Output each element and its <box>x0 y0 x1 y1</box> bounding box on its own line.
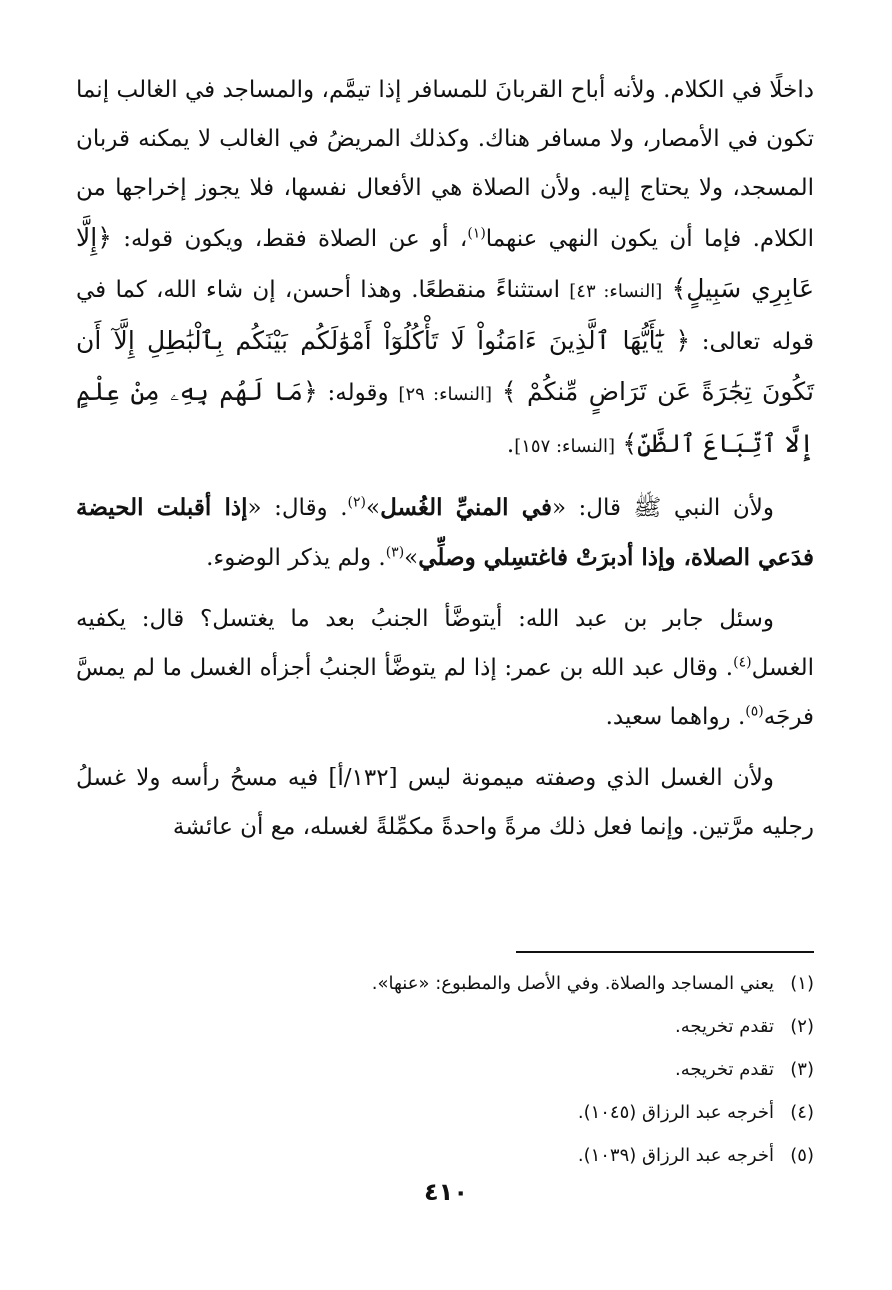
paragraph-text: . وقال: « <box>247 495 348 521</box>
quran-verse: ﴿ يَٰٓأَيُّهَا ٱلَّذِينَ ءَامَنُواْ لَا تَأْكُلُوٓاْ أَمْوَٰلَكُم بَيْنَكُم بِٱلْبَٰطِلِ إِلَّآ أَن تَكُونَ تِجَٰرَةً عَن تَرَاضٍ مِّنكُمْ ﴾ <box>76 326 814 406</box>
footnote-1 <box>76 962 814 1005</box>
quran-reference: [النساء: ١٥٧] <box>514 436 615 457</box>
paragraph-text: . <box>506 432 515 458</box>
footnote-number: (٤) <box>790 1102 814 1123</box>
paragraph-4 <box>76 754 814 852</box>
footnote-ref-2[interactable]: (٢) <box>347 494 366 511</box>
footnote-ref-4[interactable]: (٤) <box>733 654 752 671</box>
footnote-number: (٢) <box>790 1016 814 1037</box>
quran-verse: ﴿إِلَّا عَابِرِي سَبِيلٍ﴾ <box>76 223 815 303</box>
main-text <box>76 66 814 852</box>
footnote-number: (٣) <box>790 1059 814 1080</box>
footnotes <box>76 962 814 1177</box>
quran-reference: [النساء: ٤٣] <box>569 281 663 302</box>
quran-verse: ﴿مَا لَهُم بِهِۦ مِنْ عِلْمٍ إِلَّا ٱتِّبَاعَ ٱلظَّنِّ﴾ <box>76 377 814 458</box>
footnote-3 <box>76 1048 814 1091</box>
footnote-ref-1[interactable]: (١) <box>467 225 486 242</box>
footnote-text: أخرجه عبد الرزاق (١٠٣٩). <box>577 1145 774 1166</box>
paragraph-text: ولأن الغسل الذي وصفته ميمونة ليس [١٣٢/أ] فيه مسحُ رأسه ولا غسلُ رجليه مرَّتين. وإنما فعل ذلك مرةً واحدةً مكمِّلةً لغسله، مع أن عائشة <box>76 765 814 840</box>
footnote-number: (١) <box>790 973 814 994</box>
quran-reference: [النساء: ٢٩] <box>398 384 493 405</box>
hadith-text: في المنيِّ الغُسل <box>380 494 552 521</box>
paragraph-text: استثناءً منقطعًا. وهذا أحسن، إن شاء الله، كما في قوله تعالى: <box>76 277 814 355</box>
paragraph-text: ولأن النبي ﷺ قال: « <box>551 495 774 521</box>
hadith-text: إذا أقبلت الحيضة فدَعي الصلاة، وإذا أدبرَتْ فاغتسِلي وصلِّي <box>76 494 814 571</box>
paragraph-text: » <box>365 495 381 521</box>
footnote-text: أخرجه عبد الرزاق (١٠٤٥). <box>577 1102 774 1123</box>
paragraph-3 <box>76 595 814 742</box>
footnote-text: يعني المساجد والصلاة. وفي الأصل والمطبوع: «عنها». <box>371 973 774 994</box>
footnote-text: تقدم تخريجه. <box>675 1059 774 1080</box>
page-number: ٤١٠ <box>424 1178 468 1206</box>
paragraph-1 <box>76 66 814 471</box>
footnote-ref-3[interactable]: (٣) <box>385 544 405 561</box>
footnote-5 <box>76 1134 814 1177</box>
paragraph-text: داخلًا في الكلام. ولأنه أباح القربانَ للمسافر إذا تيمَّم، والمساجد في الغالب إنما تكون في الأمصار، ولا مسافر هناك. وكذلك المريضُ في الغالب لا يمكنه قربان المسجد، ولا يحتاج إليه. ولأن الصلاة هي الأفعال نفسها، فلا يجوز إخراجها من الكلام. فإما أن يكون النهي عنهما <box>76 77 814 252</box>
paragraph-2 <box>76 483 814 583</box>
footnote-2 <box>76 1005 814 1048</box>
paragraph-text: وقوله: <box>317 380 399 406</box>
paragraph-text: ، أو عن الصلاة فقط، ويكون قوله: <box>111 226 468 252</box>
footnote-text: تقدم تخريجه. <box>675 1016 774 1037</box>
footnote-4 <box>76 1091 814 1134</box>
paragraph-text: » <box>404 545 419 571</box>
footnote-number: (٥) <box>790 1145 814 1166</box>
paragraph-text: . وقال عبد الله بن عمر: إذا لم يتوضَّأ الجنبُ أجزأه الغسل ما لم يمسَّ فرجَه <box>76 655 814 730</box>
paragraph-text: . رواهما سعيد. <box>605 704 746 730</box>
paragraph-text: وسئل جابر بن عبد الله: أيتوضَّأ الجنبُ بعد ما يغتسل؟ قال: يكفيه الغسل <box>76 606 814 681</box>
footnote-separator <box>516 951 814 953</box>
footnote-ref-5[interactable]: (٥) <box>745 703 764 720</box>
paragraph-text: . ولم يذكر الوضوء. <box>206 545 386 571</box>
